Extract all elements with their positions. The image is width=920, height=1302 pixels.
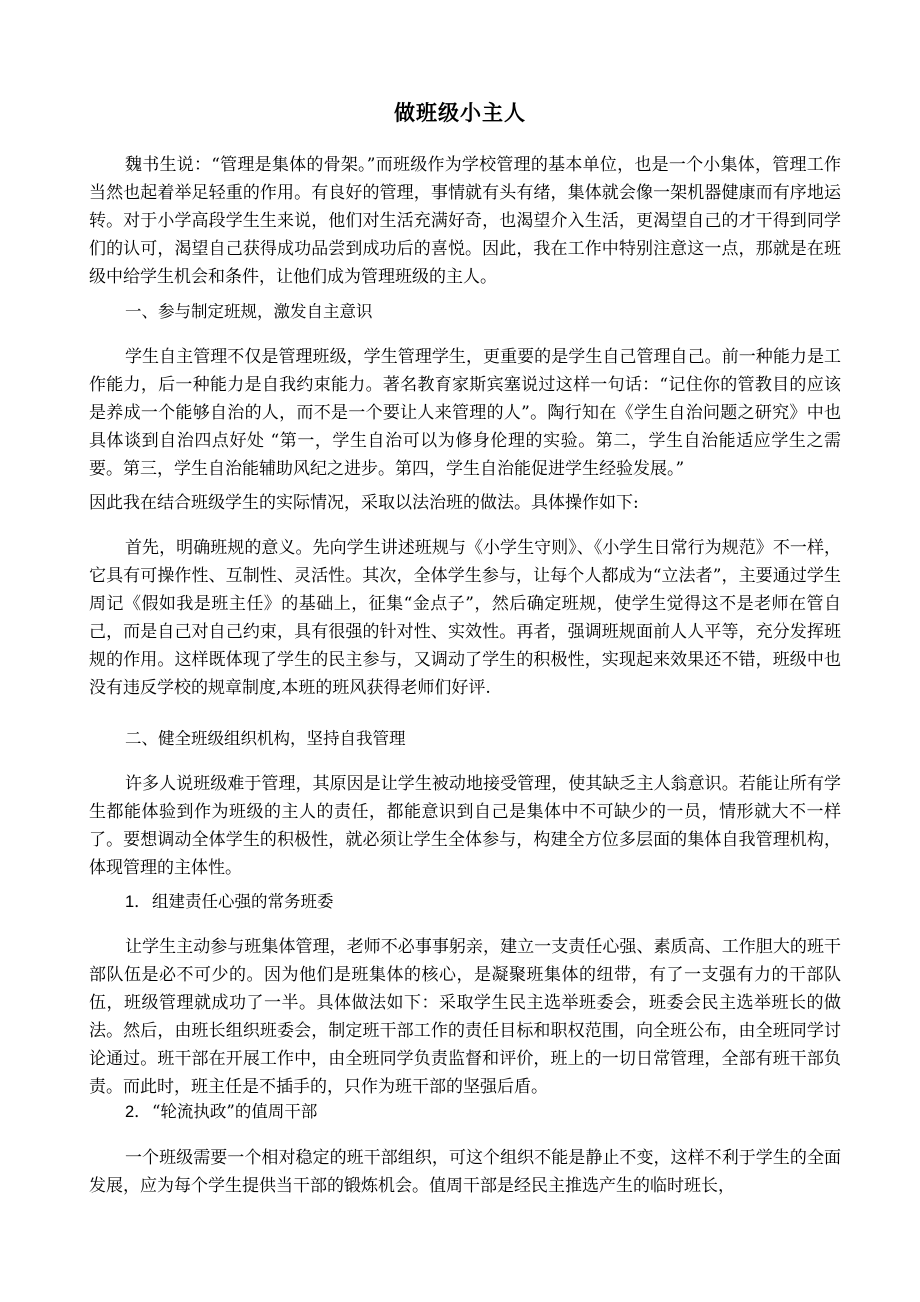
subsection2-paragraph: 一个班级需要一个相对稳定的班干部组织，可这个组织不能是静止不变，这样不利于学生的全面发展，应为每个学生提供当干部的锻炼机会。值周干部是经民主推选产生的临时班长， — [89, 1148, 841, 1196]
section2-heading: 二、健全班级组织机构，坚持自我管理 — [125, 729, 406, 748]
section1-heading: 一、参与制定班规，激发自主意识 — [125, 302, 373, 321]
subsection1-title: 组建责任心强的常务班委 — [152, 892, 334, 911]
subsection1-heading — [125, 888, 334, 916]
subsection1-paragraph: 让学生主动参与班集体管理，老师不必事事躬亲，建立一支责任心强、素质高、工作胆大的班干部队伍是必不可少的。因为他们是班集体的核心，是凝聚班集体的纽带，有了一支强有力的干部队伍，班级管理就成功了一半。具体做法如下：采取学生民主选举班委会，班委会民主选举班长的做法。然后，由班长组织班委会，制定班干部工作的责任目标和职权范围，向全班公布，由全班同学讨论通过。班干部在开展工作中，由全班同学负责监督和评价，班上的一切日常管理，全部有班干部负责。而此时，班主任是不插手的，只作为班干部的坚强后盾。 — [89, 937, 841, 1097]
section1-paragraph2: 因此我在结合班级学生的实际情况，采取以法治班的做法。具体操作如下: — [89, 493, 639, 513]
section2-paragraph1: 许多人说班级难于管理，其原因是让学生被动地接受管理，使其缺乏主人翁意识。若能让所有学生都能体验到作为班级的主人的责任，都能意识到自己是集体中不可缺少的一员，情形就大不一样了。要想调动全体学生的积极性，就必须让学生全体参与，构建全方位多层面的集体自我管理机构，体现管理的主体性。 — [89, 774, 841, 878]
section1-paragraph3: 首先，明确班规的意义。先向学生讲述班规与《小学生守则》、《小学生日常行为规范》不一样，它具有可操作性、互制性、灵活性。其次，全体学生参与，让每个人都成为“立法者”，主要通过学生周记《假如我是班主任》的基础上，征集“金点子”，然后确定班规，使学生觉得这不是老师在管自己，而是自己对自己约束，具有很强的针对性、实效性。再者，强调班规面前人人平等，充分发挥班规的作用。这样既体现了学生的民主参与，又调动了学生的积极性，实现起来效果还不错，班级中也没有违反学校的规章制度,本班的班风获得老师们好评. — [89, 538, 841, 698]
intro-paragraph: 魏书生说：“管理是集体的骨架。”而班级作为学校管理的基本单位，也是一个小集体，管理工作当然也起着举足轻重的作用。有良好的管理，事情就有头有绪，集体就会像一架机器健康而有序地运转。对于小学高段学生生来说，他们对生活充满好奇，也渴望介入生活，更渴望自己的才干得到同学们的认可，渴望自己获得成功品尝到成功后的喜悦。因此，我在工作中特别注意这一点，那就是在班级中给学生机会和条件，让他们成为管理班级的主人。 — [89, 155, 841, 287]
subsection2-title: “轮流执政”的值周干部 — [152, 1102, 318, 1121]
document-title: 做班级小主人 — [394, 100, 526, 125]
subsection1-number: 1． — [125, 893, 151, 911]
subsection2-number: 2． — [125, 1103, 151, 1121]
section1-paragraph1: 学生自主管理不仅是管理班级，学生管理学生，更重要的是学生自己管理自己。前一种能力是工作能力，后一种能力是自我约束能力。著名教育家斯宾塞说过这样一句话：“记住你的管教目的应该是养成一个能够自治的人，而不是一个要让人来管理的人”。陶行知在《学生自治问题之研究》中也具体谈到自治四点好处 “第一，学生自治可以为修身伦理的实验。第二，学生自治能适应学生之需要。第三，学生自治能辅助风纪之进步。第四，学生自治能促进学生经验发展。” — [89, 347, 841, 479]
subsection2-heading — [125, 1098, 317, 1126]
